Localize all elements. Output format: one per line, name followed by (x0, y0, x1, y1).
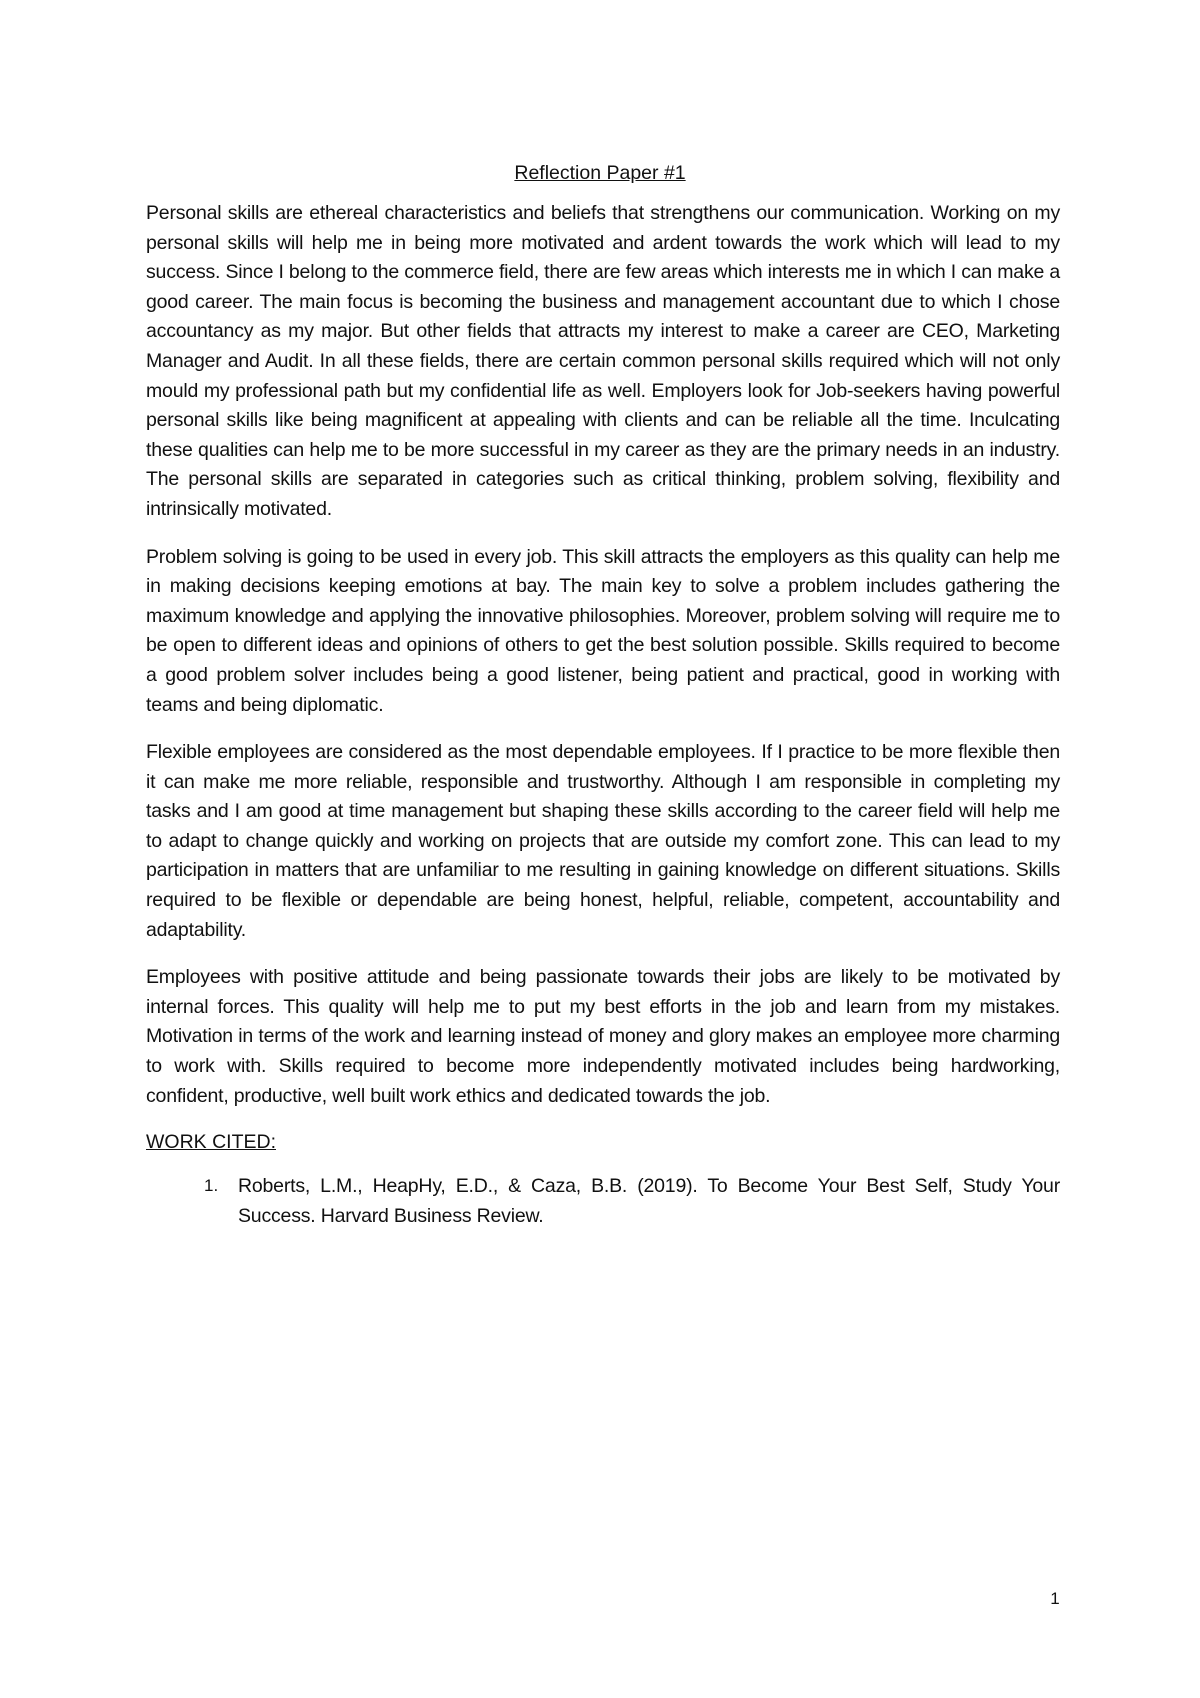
reference-number: 1. (204, 1176, 219, 1196)
paragraph-personal-skills: Personal skills are ethereal characteristics and beliefs that strengthens our communication. Working on my personal skills will help me in being more motivated and ardent towards the work which will lead to my success. Since I belong to the commerce field, there are few areas which interests me in which I can make a good career. The main focus is becoming the business and management accountant due to which I chose accountancy as my major. But other fields that attracts my interest to make a career are CEO, Marketing Manager and Audit. In all these fields, there are certain common personal skills required which will not only mould my professional path but my confidential life as well. Employers look for Job-seekers having powerful personal skills like being magnificent at appealing with clients and can be reliable all the time. Inculcating these qualities can help me to be more successful in my career as they are the primary needs in an industry. The personal skills are separated in categories such as critical thinking, problem solving, flexibility and intrinsically motivated. (146, 202, 1060, 520)
page-number: 1 (1050, 1589, 1060, 1608)
document-body (146, 199, 1060, 1231)
paragraph-flexibility: Flexible employees are considered as the most dependable employees. If I practice to be more flexible then it can make me more reliable, responsible and trustworthy. Although I am responsible in completing my tasks and I am good at time management but shaping these skills according to the career field will help me to adapt to change quickly and working on projects that are outside my comfort zone. This can lead to my participation in matters that are unfamiliar to me resulting in gaining knowledge on different situations. Skills required to be flexible or dependable are being honest, helpful, reliable, competent, accountability and adaptability. (146, 741, 1060, 941)
document-title: Reflection Paper #1 (514, 162, 686, 184)
reference-item (146, 1171, 1060, 1231)
paragraph-problem-solving: Problem solving is going to be used in every job. This skill attracts the employers as this quality can help me in making decisions keeping emotions at bay. The main key to solve a problem includes gathering the maximum knowledge and applying the innovative philosophies. Moreover, problem solving will require me to be open to different ideas and opinions of others to get the best solution possible. Skills required to become a good problem solver includes being a good listener, being patient and practical, good in working with teams and being diplomatic. (146, 545, 1060, 716)
reference-text: Roberts, L.M., HeapHy, E.D., & Caza, B.B. (2019). To Become Your Best Self, Study Your Success. Harvard Business Review. (238, 1175, 1060, 1228)
works-cited-heading: WORK CITED: (146, 1131, 276, 1154)
works-cited-list (146, 1171, 1060, 1231)
paragraph-motivation: Employees with positive attitude and being passionate towards their jobs are likely to be motivated by internal forces. This quality will help me to put my best efforts in the job and learn from my mistakes. Motivation in terms of the work and learning instead of money and glory makes an employee more charming to work with. Skills required to become more independently motivated includes being hardworking, confident, productive, well built work ethics and dedicated towards the job. (146, 966, 1060, 1107)
